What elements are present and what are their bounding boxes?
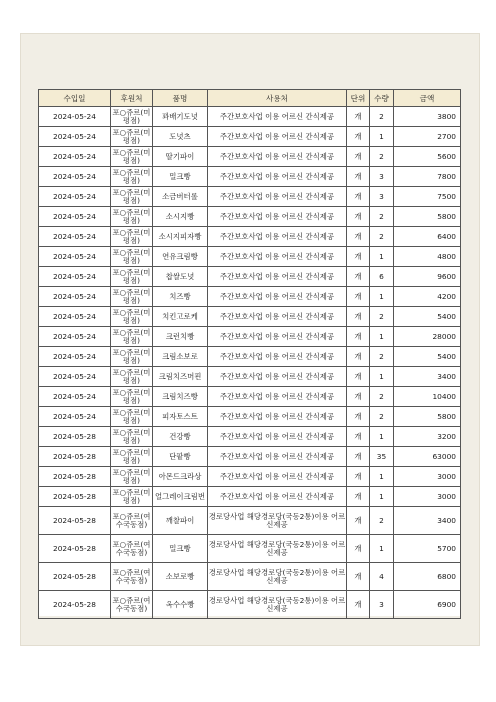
unit-cell: 개	[347, 107, 370, 127]
table-row	[39, 287, 461, 307]
qty-cell: 4	[370, 563, 394, 591]
document-sheet	[38, 89, 460, 616]
use-cell: 주간보호사업 이용 어르신 간식제공	[208, 147, 347, 167]
qty-cell: 1	[370, 467, 394, 487]
qty-cell: 2	[370, 387, 394, 407]
use-cell: 경로당사업 해당경로당(국동2통)이용 어르신제공	[208, 563, 347, 591]
unit-cell: 개	[347, 347, 370, 367]
use-cell: 주간보호사업 이용 어르신 간식제공	[208, 327, 347, 347]
amount-cell: 63000	[394, 447, 461, 467]
use-cell: 주간보호사업 이용 어르신 간식제공	[208, 247, 347, 267]
item-cell: 밀크빵	[153, 167, 208, 187]
item-cell: 피자토스트	[153, 407, 208, 427]
unit-cell: 개	[347, 127, 370, 147]
date-cell: 2024-05-28	[39, 591, 111, 619]
date-cell: 2024-05-24	[39, 187, 111, 207]
amount-cell: 28000	[394, 327, 461, 347]
unit-cell: 개	[347, 207, 370, 227]
date-cell: 2024-05-24	[39, 287, 111, 307]
item-cell: 소보로빵	[153, 563, 208, 591]
donor-cell: 포○쥬르(미평점)	[111, 467, 153, 487]
donor-cell: 포○쥬르(미평점)	[111, 447, 153, 467]
amount-cell: 7800	[394, 167, 461, 187]
unit-cell: 개	[347, 563, 370, 591]
donor-cell: 포○쥬르(미평점)	[111, 347, 153, 367]
use-cell: 주간보호사업 이용 어르신 간식제공	[208, 167, 347, 187]
unit-cell: 개	[347, 447, 370, 467]
header-qty: 수량	[370, 90, 394, 107]
donor-cell: 포○쥬르(미평점)	[111, 407, 153, 427]
date-cell: 2024-05-24	[39, 327, 111, 347]
donor-cell: 포○쥬르(미평점)	[111, 287, 153, 307]
qty-cell: 2	[370, 207, 394, 227]
qty-cell: 1	[370, 247, 394, 267]
header-use: 사용처	[208, 90, 347, 107]
table-row	[39, 563, 461, 591]
table-row	[39, 591, 461, 619]
item-cell: 단팥빵	[153, 447, 208, 467]
qty-cell: 2	[370, 107, 394, 127]
unit-cell: 개	[347, 187, 370, 207]
date-cell: 2024-05-24	[39, 127, 111, 147]
table-row	[39, 467, 461, 487]
unit-cell: 개	[347, 267, 370, 287]
donor-cell: 포○쥬르(미평점)	[111, 327, 153, 347]
table-row	[39, 367, 461, 387]
donor-cell: 포○쥬르(미평점)	[111, 427, 153, 447]
qty-cell: 2	[370, 347, 394, 367]
item-cell: 치킨고로케	[153, 307, 208, 327]
use-cell: 주간보호사업 이용 어르신 간식제공	[208, 267, 347, 287]
unit-cell: 개	[347, 227, 370, 247]
amount-cell: 6400	[394, 227, 461, 247]
amount-cell: 4800	[394, 247, 461, 267]
unit-cell: 개	[347, 287, 370, 307]
date-cell: 2024-05-24	[39, 307, 111, 327]
table-row	[39, 535, 461, 563]
donor-cell: 포○쥬르(미평점)	[111, 487, 153, 507]
qty-cell: 1	[370, 287, 394, 307]
amount-cell: 2700	[394, 127, 461, 147]
item-cell: 소시지피자빵	[153, 227, 208, 247]
amount-cell: 3800	[394, 107, 461, 127]
use-cell: 주간보호사업 이용 어르신 간식제공	[208, 187, 347, 207]
unit-cell: 개	[347, 467, 370, 487]
qty-cell: 1	[370, 535, 394, 563]
use-cell: 주간보호사업 이용 어르신 간식제공	[208, 367, 347, 387]
qty-cell: 6	[370, 267, 394, 287]
header-item: 품명	[153, 90, 208, 107]
table-row	[39, 307, 461, 327]
use-cell: 주간보호사업 이용 어르신 간식제공	[208, 207, 347, 227]
unit-cell: 개	[347, 167, 370, 187]
table-row	[39, 327, 461, 347]
table-row	[39, 427, 461, 447]
header-date: 수입일	[39, 90, 111, 107]
item-cell: 건강빵	[153, 427, 208, 447]
qty-cell: 2	[370, 307, 394, 327]
header-unit: 단위	[347, 90, 370, 107]
donor-cell: 포○쥬르(미평점)	[111, 167, 153, 187]
date-cell: 2024-05-28	[39, 507, 111, 535]
amount-cell: 3000	[394, 467, 461, 487]
use-cell: 주간보호사업 이용 어르신 간식제공	[208, 387, 347, 407]
qty-cell: 3	[370, 167, 394, 187]
item-cell: 소금버터롤	[153, 187, 208, 207]
date-cell: 2024-05-24	[39, 207, 111, 227]
qty-cell: 2	[370, 227, 394, 247]
item-cell: 크림치즈머핀	[153, 367, 208, 387]
table-row	[39, 407, 461, 427]
donor-cell: 포○쥬르(여수국동점)	[111, 507, 153, 535]
use-cell: 주간보호사업 이용 어르신 간식제공	[208, 107, 347, 127]
date-cell: 2024-05-24	[39, 147, 111, 167]
use-cell: 주간보호사업 이용 어르신 간식제공	[208, 447, 347, 467]
item-cell: 딸기파이	[153, 147, 208, 167]
unit-cell: 개	[347, 507, 370, 535]
date-cell: 2024-05-24	[39, 407, 111, 427]
qty-cell: 3	[370, 187, 394, 207]
donor-cell: 포○쥬르(미평점)	[111, 247, 153, 267]
qty-cell: 1	[370, 327, 394, 347]
qty-cell: 2	[370, 507, 394, 535]
unit-cell: 개	[347, 367, 370, 387]
table-row	[39, 187, 461, 207]
amount-cell: 5600	[394, 147, 461, 167]
date-cell: 2024-05-24	[39, 247, 111, 267]
date-cell: 2024-05-28	[39, 487, 111, 507]
unit-cell: 개	[347, 407, 370, 427]
item-cell: 연유크림빵	[153, 247, 208, 267]
item-cell: 소시지빵	[153, 207, 208, 227]
donor-cell: 포○쥬르(미평점)	[111, 127, 153, 147]
donor-cell: 포○쥬르(미평점)	[111, 267, 153, 287]
date-cell: 2024-05-24	[39, 167, 111, 187]
donor-cell: 포○쥬르(미평점)	[111, 147, 153, 167]
donor-cell: 포○쥬르(미평점)	[111, 107, 153, 127]
table-row	[39, 247, 461, 267]
item-cell: 크런치빵	[153, 327, 208, 347]
use-cell: 주간보호사업 이용 어르신 간식제공	[208, 487, 347, 507]
use-cell: 주간보호사업 이용 어르신 간식제공	[208, 427, 347, 447]
table-row	[39, 207, 461, 227]
date-cell: 2024-05-28	[39, 535, 111, 563]
date-cell: 2024-05-24	[39, 107, 111, 127]
unit-cell: 개	[347, 427, 370, 447]
use-cell: 주간보호사업 이용 어르신 간식제공	[208, 227, 347, 247]
amount-cell: 6800	[394, 563, 461, 591]
item-cell: 옥수수빵	[153, 591, 208, 619]
donor-cell: 포○쥬르(미평점)	[111, 387, 153, 407]
unit-cell: 개	[347, 387, 370, 407]
qty-cell: 1	[370, 127, 394, 147]
use-cell: 주간보호사업 이용 어르신 간식제공	[208, 127, 347, 147]
item-cell: 아몬드크라상	[153, 467, 208, 487]
qty-cell: 2	[370, 147, 394, 167]
use-cell: 주간보호사업 이용 어르신 간식제공	[208, 347, 347, 367]
item-cell: 얼그레이크림번	[153, 487, 208, 507]
item-cell: 깨찰파이	[153, 507, 208, 535]
table-row	[39, 387, 461, 407]
use-cell: 주간보호사업 이용 어르신 간식제공	[208, 407, 347, 427]
amount-cell: 3200	[394, 427, 461, 447]
header-amount: 금액	[394, 90, 461, 107]
header-donor: 후원처	[111, 90, 153, 107]
item-cell: 치즈빵	[153, 287, 208, 307]
date-cell: 2024-05-28	[39, 563, 111, 591]
date-cell: 2024-05-24	[39, 367, 111, 387]
unit-cell: 개	[347, 327, 370, 347]
donor-cell: 포○쥬르(미평점)	[111, 227, 153, 247]
unit-cell: 개	[347, 535, 370, 563]
table-row	[39, 507, 461, 535]
qty-cell: 35	[370, 447, 394, 467]
date-cell: 2024-05-28	[39, 447, 111, 467]
use-cell: 경로당사업 해당경로당(국동2통)이용 어르신제공	[208, 535, 347, 563]
date-cell: 2024-05-28	[39, 467, 111, 487]
item-cell: 꽈배기도넛	[153, 107, 208, 127]
amount-cell: 10400	[394, 387, 461, 407]
item-cell: 밀크빵	[153, 535, 208, 563]
amount-cell: 5800	[394, 207, 461, 227]
date-cell: 2024-05-24	[39, 387, 111, 407]
table-row	[39, 447, 461, 467]
use-cell: 주간보호사업 이용 어르신 간식제공	[208, 287, 347, 307]
date-cell: 2024-05-24	[39, 227, 111, 247]
date-cell: 2024-05-24	[39, 267, 111, 287]
amount-cell: 5800	[394, 407, 461, 427]
donation-table	[38, 89, 461, 619]
qty-cell: 1	[370, 367, 394, 387]
amount-cell: 3000	[394, 487, 461, 507]
amount-cell: 5700	[394, 535, 461, 563]
table-row	[39, 107, 461, 127]
amount-cell: 4200	[394, 287, 461, 307]
donor-cell: 포○쥬르(미평점)	[111, 307, 153, 327]
date-cell: 2024-05-28	[39, 427, 111, 447]
use-cell: 주간보호사업 이용 어르신 간식제공	[208, 307, 347, 327]
unit-cell: 개	[347, 487, 370, 507]
item-cell: 크림소보로	[153, 347, 208, 367]
item-cell: 도넛츠	[153, 127, 208, 147]
table-header-row	[39, 90, 461, 107]
table-row	[39, 227, 461, 247]
amount-cell: 6900	[394, 591, 461, 619]
amount-cell: 5400	[394, 347, 461, 367]
table-row	[39, 267, 461, 287]
use-cell: 주간보호사업 이용 어르신 간식제공	[208, 467, 347, 487]
qty-cell: 1	[370, 487, 394, 507]
donor-cell: 포○쥬르(미평점)	[111, 367, 153, 387]
donor-cell: 포○쥬르(미평점)	[111, 187, 153, 207]
use-cell: 경로당사업 해당경로당(국동2통)이용 어르신제공	[208, 591, 347, 619]
table-row	[39, 347, 461, 367]
amount-cell: 3400	[394, 367, 461, 387]
unit-cell: 개	[347, 591, 370, 619]
unit-cell: 개	[347, 307, 370, 327]
donor-cell: 포○쥬르(미평점)	[111, 207, 153, 227]
table-row	[39, 487, 461, 507]
amount-cell: 5400	[394, 307, 461, 327]
amount-cell: 3400	[394, 507, 461, 535]
amount-cell: 7500	[394, 187, 461, 207]
use-cell: 경로당사업 해당경로당(국동2통)이용 어르신제공	[208, 507, 347, 535]
qty-cell: 3	[370, 591, 394, 619]
amount-cell: 9600	[394, 267, 461, 287]
qty-cell: 2	[370, 407, 394, 427]
table-row	[39, 147, 461, 167]
unit-cell: 개	[347, 247, 370, 267]
date-cell: 2024-05-24	[39, 347, 111, 367]
item-cell: 크림치즈빵	[153, 387, 208, 407]
item-cell: 찹쌀도넛	[153, 267, 208, 287]
table-row	[39, 167, 461, 187]
qty-cell: 1	[370, 427, 394, 447]
unit-cell: 개	[347, 147, 370, 167]
donor-cell: 포○쥬르(여수국동점)	[111, 591, 153, 619]
donor-cell: 포○쥬르(여수국동점)	[111, 535, 153, 563]
table-row	[39, 127, 461, 147]
donor-cell: 포○쥬르(여수국동점)	[111, 563, 153, 591]
